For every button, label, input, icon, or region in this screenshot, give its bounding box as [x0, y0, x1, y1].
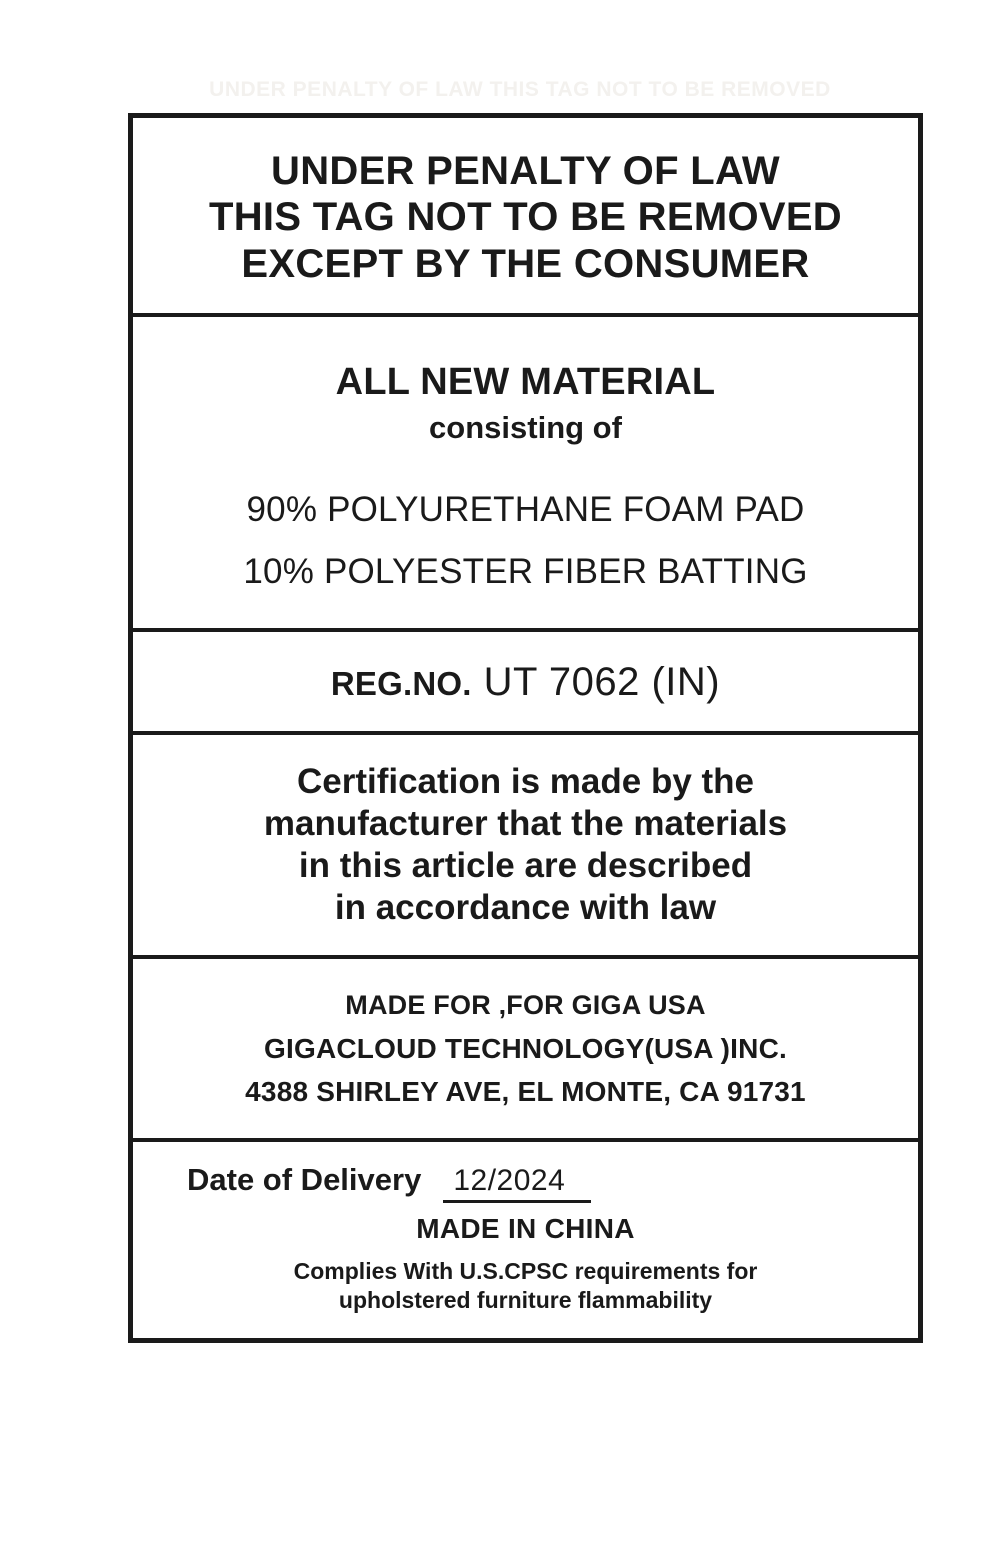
law-tag	[128, 113, 923, 1343]
materials-section	[133, 317, 918, 632]
made-in-country: MADE IN CHINA	[416, 1212, 635, 1244]
manufacturer-made-for: MADE FOR ,FOR GIGA USA	[345, 990, 706, 1021]
delivery-date-value: 12/2024	[443, 1164, 591, 1203]
certification-line-3: in this article are described	[298, 846, 753, 886]
law-notice-line-1: UNDER PENALTY OF LAW	[271, 149, 780, 193]
compliance-statement	[147, 1257, 904, 1316]
faint-header-ghost-text: UNDER PENALTY OF LAW THIS TAG NOT TO BE REMOVED	[209, 78, 831, 101]
materials-subheading: consisting of	[429, 410, 622, 446]
certification-line-2: manufacturer that the materials	[263, 804, 788, 844]
law-notice-section	[133, 118, 918, 317]
delivery-date-label: Date of Delivery	[187, 1161, 422, 1197]
manufacturer-section	[133, 959, 918, 1142]
materials-heading: ALL NEW MATERIAL	[335, 361, 716, 404]
registration-section	[133, 632, 918, 735]
material-component-2: 10% POLYESTER FIBER BATTING	[243, 552, 808, 592]
law-notice-line-3: EXCEPT BY THE CONSUMER	[241, 241, 810, 286]
material-component-1: 90% POLYURETHANE FOAM PAD	[246, 490, 805, 530]
manufacturer-company: GIGACLOUD TECHNOLOGY(USA )INC.	[264, 1033, 787, 1065]
delivery-section	[133, 1142, 918, 1338]
certification-section	[133, 735, 918, 959]
compliance-line-1: Complies With U.S.CPSC requirements for	[293, 1257, 758, 1284]
delivery-date-row	[147, 1162, 904, 1203]
registration-number: UT 7062 (IN)	[483, 660, 721, 705]
certification-line-1: Certification is made by the	[296, 762, 755, 802]
manufacturer-address: 4388 SHIRLEY AVE, EL MONTE, CA 91731	[245, 1076, 806, 1108]
certification-line-4: in accordance with law	[334, 888, 717, 928]
law-notice-line-2: THIS TAG NOT TO BE REMOVED	[208, 195, 842, 240]
compliance-line-2: upholstered furniture flammability	[338, 1287, 713, 1314]
registration-label: REG.NO.	[330, 665, 472, 703]
